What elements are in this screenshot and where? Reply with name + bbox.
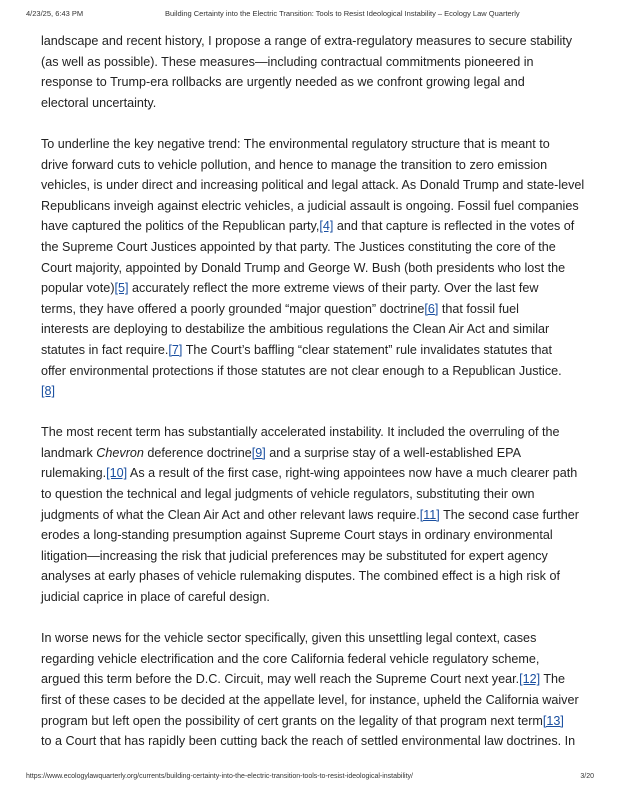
text-segment: statutes in fact require.: [41, 342, 169, 357]
text-line: judicial caprice in place of careful design.: [41, 590, 270, 605]
text-segment: The second case further: [439, 507, 579, 522]
text-line: Republicans inveigh against electric vehicles, a judicial assault is ongoing. Fossil fuel companies: [41, 198, 579, 213]
print-header: [0, 9, 618, 21]
text-segment: judgments of what the Clean Air Act and other relevant laws require.: [41, 507, 420, 522]
text-line: The most recent term has substantially accelerated instability. It included the overruling of the: [41, 425, 560, 440]
text-segment: landmark: [41, 445, 97, 460]
footnote-link-8[interactable]: [8]: [41, 384, 56, 399]
paragraph-negative-trend: [41, 134, 585, 402]
text-line: [41, 463, 577, 484]
footnote-link-13[interactable]: [13]: [542, 713, 564, 728]
text-line: to question the technical and legal judgments of vehicle regulators, substituting their own: [41, 487, 535, 502]
footnote-link-6[interactable]: [6]: [424, 301, 439, 316]
footnote-link-9[interactable]: [9]: [251, 445, 266, 460]
text-line: first of these cases to be decided at the appellate level, for instance, upheld the California waiver: [41, 693, 579, 707]
text-segment: program but left open the possibility of cert grants on the legality of that program next term: [41, 713, 543, 728]
text-line: erodes a long-standing presumption against Supreme Court stays in ordinary environmental: [41, 528, 553, 543]
print-date: 4/23/25, 6:43 PM: [26, 9, 84, 18]
text-line: [41, 669, 577, 690]
case-name-chevron: Chevron: [96, 445, 144, 460]
text-line: (as well as possible). These measures—including contractual commitments pioneered in: [41, 54, 534, 69]
text-line: [41, 216, 577, 237]
print-url: https://www.ecologylawquarterly.org/currents/building-certainty-into-the-electric-transition-tools-to-resist-ideological-instability/: [26, 773, 413, 780]
text-segment: accurately reflect the more extreme views of their party. Over the last few: [128, 281, 539, 296]
text-segment: popular vote): [41, 281, 115, 296]
text-segment: The Court’s baffling “clear statement” rule invalidates statutes that: [182, 342, 553, 357]
text-line: the Supreme Court Justices appointed by that party. The Justices constituting the core of the: [41, 239, 556, 254]
text-line: Court majority, appointed by Donald Trump and George W. Bush (both presidents who lost the: [41, 260, 566, 275]
print-footer: [0, 773, 618, 785]
footnote-link-11[interactable]: [11]: [419, 507, 440, 522]
text-line: analyses at early phases of vehicle rulemaking disputes. The combined effect is a high risk of: [41, 569, 560, 584]
article-body: [41, 31, 585, 772]
text-segment: and a surprise stay of a well-established EPA: [265, 445, 522, 460]
text-line: To underline the key negative trend: The environmental regulatory structure that is meant to: [41, 136, 550, 151]
text-line: response to Trump-era rollbacks are urgently needed as we confront growing legal and: [41, 75, 525, 90]
text-line: [41, 278, 577, 299]
footnote-link-12[interactable]: [12]: [519, 672, 541, 687]
text-line: [41, 299, 577, 320]
paragraph-intro-continued: [41, 31, 577, 113]
text-line: vehicles, is under direct and increasing political and legal attack. As Donald Trump and state-level: [41, 178, 585, 193]
text-line: electoral uncertainty.: [41, 95, 157, 110]
text-line: [41, 505, 577, 526]
text-segment: that fossil fuel: [438, 301, 519, 316]
footnote-link-10[interactable]: [10]: [106, 466, 128, 481]
text-segment: deference doctrine: [143, 445, 252, 460]
text-segment: argued this term before the D.C. Circuit, may well reach the Supreme Court next year.: [41, 672, 520, 687]
text-segment: have captured the politics of the Republican party,: [41, 219, 320, 234]
paragraph-vehicle-sector: [41, 628, 577, 752]
text-line: litigation—increasing the risk that judicial preferences may be substituted for expert agency: [41, 548, 548, 563]
print-page-title: Building Certainty into the Electric Transition: Tools to Resist Ideological Instability – Ecology Law Quarterly: [165, 9, 520, 18]
text-line: [41, 443, 577, 464]
text-line: drive forward cuts to vehicle pollution, and hence to manage the transition to zero emission: [41, 157, 548, 172]
text-segment: The: [540, 672, 566, 687]
text-line: offer environmental protections if those statutes are not clear enough to a Republican Justice.: [41, 363, 562, 378]
text-line: In worse news for the vehicle sector specifically, given this unsettling legal context, cases: [41, 631, 537, 646]
text-line: [41, 381, 577, 402]
text-line: interests are deploying to destabilize the ambitious regulations the Clean Air Act and similar: [41, 322, 550, 337]
footnote-link-7[interactable]: [7]: [168, 342, 183, 357]
paragraph-recent-term: [41, 422, 577, 607]
text-line: to a Court that has rapidly been cutting back the reach of settled environmental law doctrines. In: [41, 734, 576, 749]
text-line: [41, 711, 577, 732]
text-segment: terms, they have offered a poorly grounded “major question” doctrine: [41, 301, 425, 316]
text-line: landscape and recent history, I propose a range of extra-regulatory measures to secure stability: [41, 34, 573, 48]
page-number: 3/20: [580, 773, 594, 780]
text-segment: As a result of the first case, right-wing appointees now have a much clearer path: [127, 466, 578, 481]
text-line: regarding vehicle electrification and the core California federal vehicle regulatory scheme,: [41, 651, 540, 666]
text-segment: rulemaking.: [41, 466, 107, 481]
text-segment: and that capture is reflected in the votes of: [333, 219, 575, 234]
text-line: [41, 340, 577, 361]
footnote-link-4[interactable]: [4]: [319, 219, 334, 234]
footnote-link-5[interactable]: [5]: [114, 281, 129, 296]
